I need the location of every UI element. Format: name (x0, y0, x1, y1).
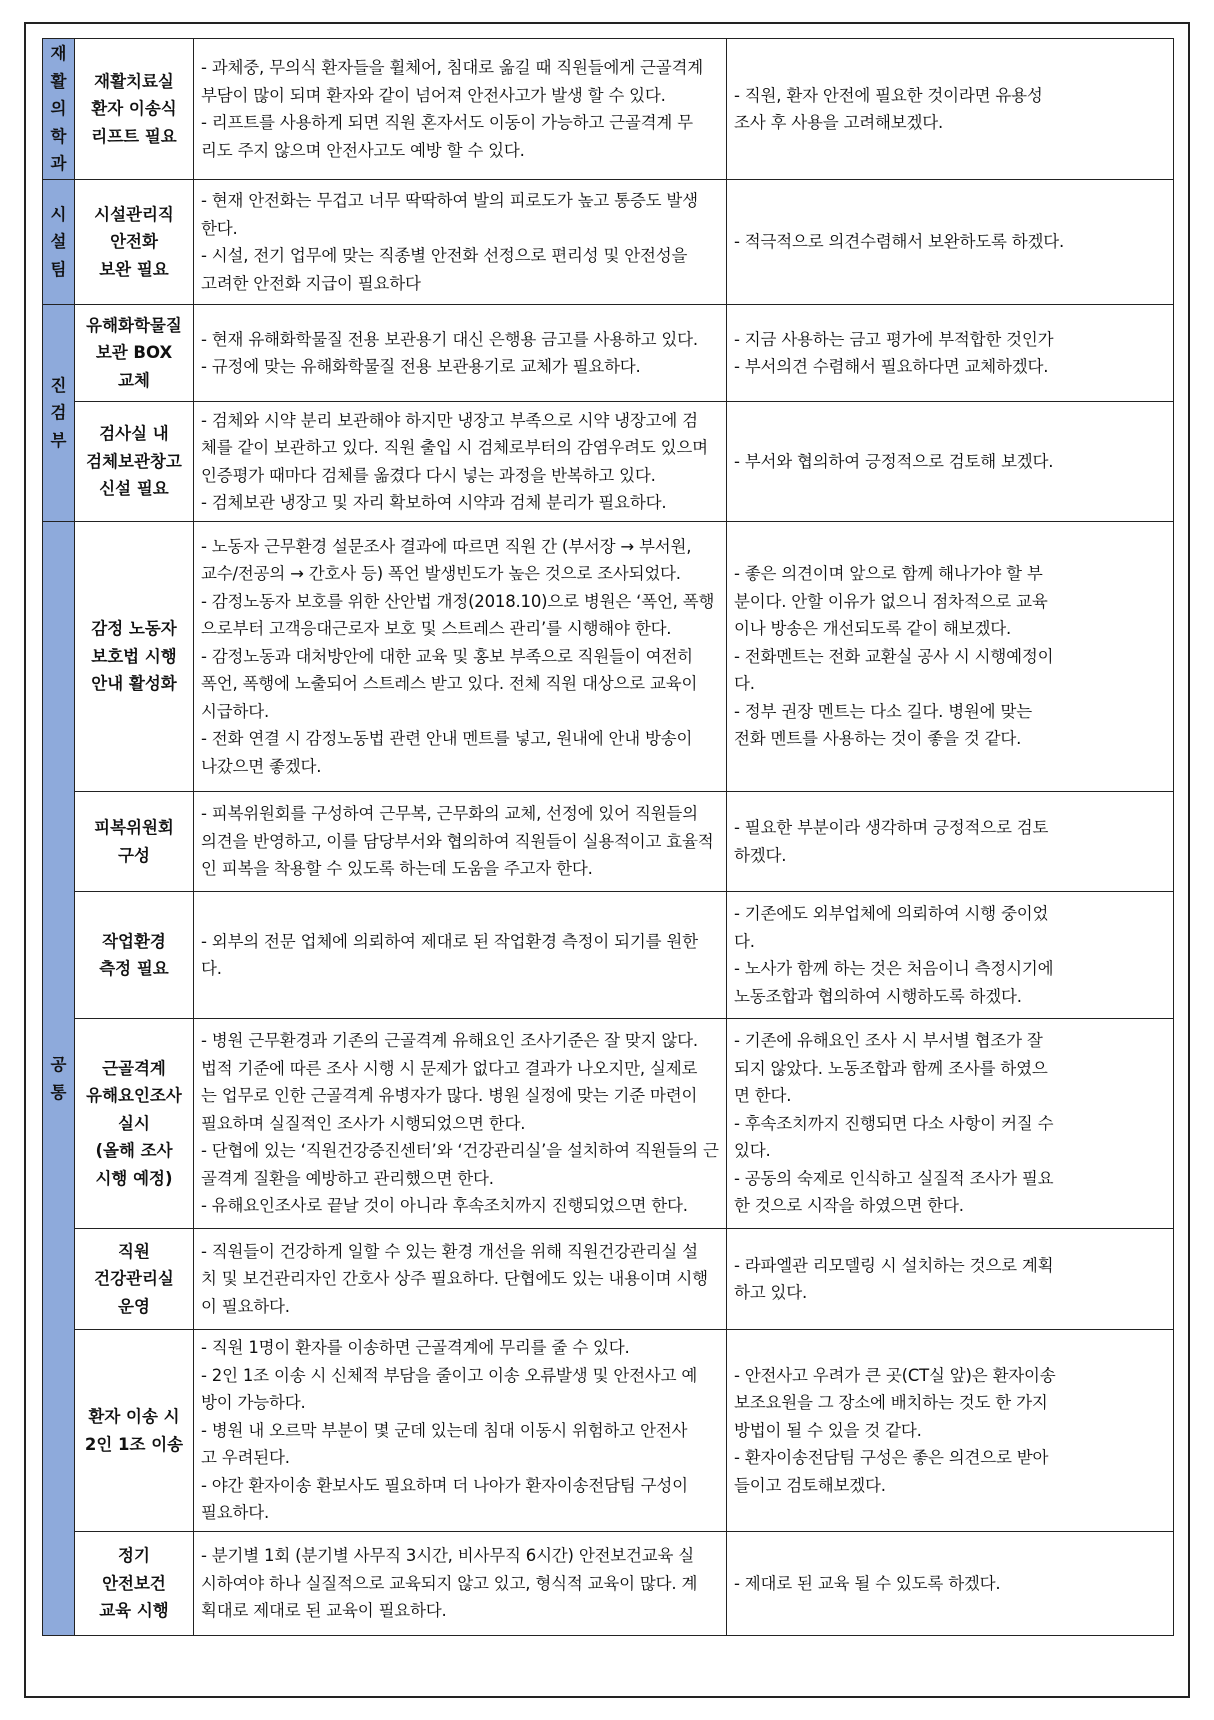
table-row (43, 180, 1174, 305)
item-title: 검사실 내 검체보관창고 신설 필요 (75, 402, 194, 522)
issue-text: - 분기별 1회 (분기별 사무직 3시간, 비사무직 6시간) 안전보건교육 실 시하여야 하나 실질적으로 교육되지 않고 있고, 형식적 교육이 많다. 계 획대로 제대로 된 교육이 필요하다. (194, 1532, 727, 1636)
reply-text: - 안전사고 우려가 큰 곳(CT실 앞)은 환자이송 보조요원을 그 장소에 배치하는 것도 한 가지 방법이 될 수 있을 것 같다. - 환자이송전담팀 구성은 좋은 의견으로 받아 들이고 검토해보겠다. (727, 1330, 1174, 1532)
reply-text: - 기존에 유해요인 조사 시 부서별 협조가 잘 되지 않았다. 노동조합과 함께 조사를 하였으 면 한다. - 후속조치까지 진행되면 다소 사항이 커질 수 있다. - 공동의 숙제로 인식하고 실질적 조사가 필요 한 것으로 시작을 하였으면 한다. (727, 1019, 1174, 1229)
table-row (43, 305, 1174, 402)
issue-text: - 현재 안전화는 무겁고 너무 딱딱하여 발의 피로도가 높고 통증도 발생 한다. - 시설, 전기 업무에 맞는 직종별 안전화 선정으로 편리성 및 안전성을 고려한 안전화 지급이 필요하다 (194, 180, 727, 305)
table-row (43, 522, 1174, 792)
table-row (43, 1229, 1174, 1330)
dept-cell: 시 설 팀 (43, 180, 75, 305)
table-row (43, 792, 1174, 892)
reply-text: - 제대로 된 교육 될 수 있도록 하겠다. (727, 1532, 1174, 1636)
issue-text: - 과체중, 무의식 환자들을 휠체어, 침대로 옮길 때 직원들에게 근골격계 부담이 많이 되며 환자와 같이 넘어져 안전사고가 발생 할 수 있다. - 리프트를 사용하게 되면 직원 혼자서도 이동이 가능하고 근골격계 무 리도 주지 않으며 안전사고도 예방 할 수 있다. (194, 39, 727, 180)
table-row (43, 39, 1174, 180)
item-title: 작업환경 측정 필요 (75, 892, 194, 1019)
reply-text: - 좋은 의견이며 앞으로 함께 해나가야 할 부 분이다. 안할 이유가 없으니 점차적으로 교육 이나 방송은 개선되도록 같이 해보겠다. - 전화멘트는 전화 교환실 공사 시 시행예정이 다. - 정부 권장 멘트는 다소 길다. 병원에 맞는 전화 멘트를 사용하는 것이 좋을 것 같다. (727, 522, 1174, 792)
item-title: 피복위원회 구성 (75, 792, 194, 892)
table-row (43, 1330, 1174, 1532)
reply-text: - 부서와 협의하여 긍정적으로 검토해 보겠다. (727, 402, 1174, 522)
item-title: 환자 이송 시 2인 1조 이송 (75, 1330, 194, 1532)
item-title: 정기 안전보건 교육 시행 (75, 1532, 194, 1636)
issue-text: - 병원 근무환경과 기존의 근골격계 유해요인 조사기준은 잘 맞지 않다. 법적 기준에 따른 조사 시행 시 문제가 없다고 결과가 나오지만, 실제로 는 업무로 인한 근골격계 유병자가 많다. 병원 실정에 맞는 기준 마련이 필요하며 실질적인 조사가 시행되었으면 한다. - 단협에 있는 ‘직원건강증진센터’와 ‘건강관리실’을 설치하여 직원들의 근 골격계 질환을 예방하고 관리했으면 한다. - 유해요인조사로 끝날 것이 아니라 후속조치까지 진행되었으면 한다. (194, 1019, 727, 1229)
issue-text: - 검체와 시약 분리 보관해야 하지만 냉장고 부족으로 시약 냉장고에 검 체를 같이 보관하고 있다. 직원 출입 시 검체로부터의 감염우려도 있으며 인증평가 때마다 검체를 옮겼다 다시 넣는 과정을 반복하고 있다. - 검체보관 냉장고 및 자리 확보하여 시약과 검체 분리가 필요하다. (194, 402, 727, 522)
review-table (42, 38, 1174, 1636)
issue-text: - 직원들이 건강하게 일할 수 있는 환경 개선을 위해 직원건강관리실 설 치 및 보건관리자인 간호사 상주 필요하다. 단협에도 있는 내용이며 시행 이 필요하다. (194, 1229, 727, 1330)
dept-cell: 재 활 의 학 과 (43, 39, 75, 180)
reply-text: - 적극적으로 의견수렴해서 보완하도록 하겠다. (727, 180, 1174, 305)
reply-text: - 기존에도 외부업체에 의뢰하여 시행 중이었 다. - 노사가 함께 하는 것은 처음이니 측정시기에 노동조합과 협의하여 시행하도록 하겠다. (727, 892, 1174, 1019)
reply-text: - 라파엘관 리모델링 시 설치하는 것으로 계획 하고 있다. (727, 1229, 1174, 1330)
dept-cell: 진 검 부 (43, 305, 75, 522)
item-title: 직원 건강관리실 운영 (75, 1229, 194, 1330)
item-title: 재활치료실 환자 이송식 리프트 필요 (75, 39, 194, 180)
issue-text: - 직원 1명이 환자를 이송하면 근골격계에 무리를 줄 수 있다. - 2인 1조 이송 시 신체적 부담을 줄이고 이송 오류발생 및 안전사고 예 방이 가능하다. - 병원 내 오르막 부분이 몇 군데 있는데 침대 이동시 위험하고 안전사 고 우려된다. - 야간 환자이송 환보사도 필요하며 더 나아가 환자이송전담팀 구성이 필요하다. (194, 1330, 727, 1532)
table-row (43, 1532, 1174, 1636)
item-title: 감정 노동자 보호법 시행 안내 활성화 (75, 522, 194, 792)
item-title: 근골격계 유해요인조사 실시 (올해 조사 시행 예정) (75, 1019, 194, 1229)
issue-text: - 현재 유해화학물질 전용 보관용기 대신 은행용 금고를 사용하고 있다. - 규정에 맞는 유해화학물질 전용 보관용기로 교체가 필요하다. (194, 305, 727, 402)
issue-text: - 피복위원회를 구성하여 근무복, 근무화의 교체, 선정에 있어 직원들의 의견을 반영하고, 이를 담당부서와 협의하여 직원들이 실용적이고 효율적 인 피복을 착용할 수 있도록 하는데 도움을 주고자 한다. (194, 792, 727, 892)
table-row (43, 402, 1174, 522)
reply-text: - 직원, 환자 안전에 필요한 것이라면 유용성 조사 후 사용을 고려해보겠다. (727, 39, 1174, 180)
table-row (43, 1019, 1174, 1229)
table-row (43, 892, 1174, 1019)
item-title: 유해화학물질 보관 BOX 교체 (75, 305, 194, 402)
item-title: 시설관리직 안전화 보완 필요 (75, 180, 194, 305)
reply-text: - 지금 사용하는 금고 평가에 부적합한 것인가 - 부서의견 수렴해서 필요하다면 교체하겠다. (727, 305, 1174, 402)
reply-text: - 필요한 부분이라 생각하며 긍정적으로 검토 하겠다. (727, 792, 1174, 892)
issue-text: - 외부의 전문 업체에 의뢰하여 제대로 된 작업환경 측정이 되기를 원한 다. (194, 892, 727, 1019)
issue-text: - 노동자 근무환경 설문조사 결과에 따르면 직원 간 (부서장 → 부서원, 교수/전공의 → 간호사 등) 폭언 발생빈도가 높은 것으로 조사되었다. - 감정노동자 보호를 위한 산안법 개정(2018.10)으로 병원은 ‘폭언, 폭행 으로부터 고객응대근로자 보호 및 스트레스 관리’를 시행해야 한다. - 감정노동과 대처방안에 대한 교육 및 홍보 부족으로 직원들이 여전히 폭언, 폭행에 노출되어 스트레스 받고 있다. 전체 직원 대상으로 교육이 시급하다. - 전화 연결 시 감정노동법 관련 안내 멘트를 넣고, 원내에 안내 방송이 나갔으면 좋겠다. (194, 522, 727, 792)
dept-cell: 공 통 (43, 522, 75, 1636)
